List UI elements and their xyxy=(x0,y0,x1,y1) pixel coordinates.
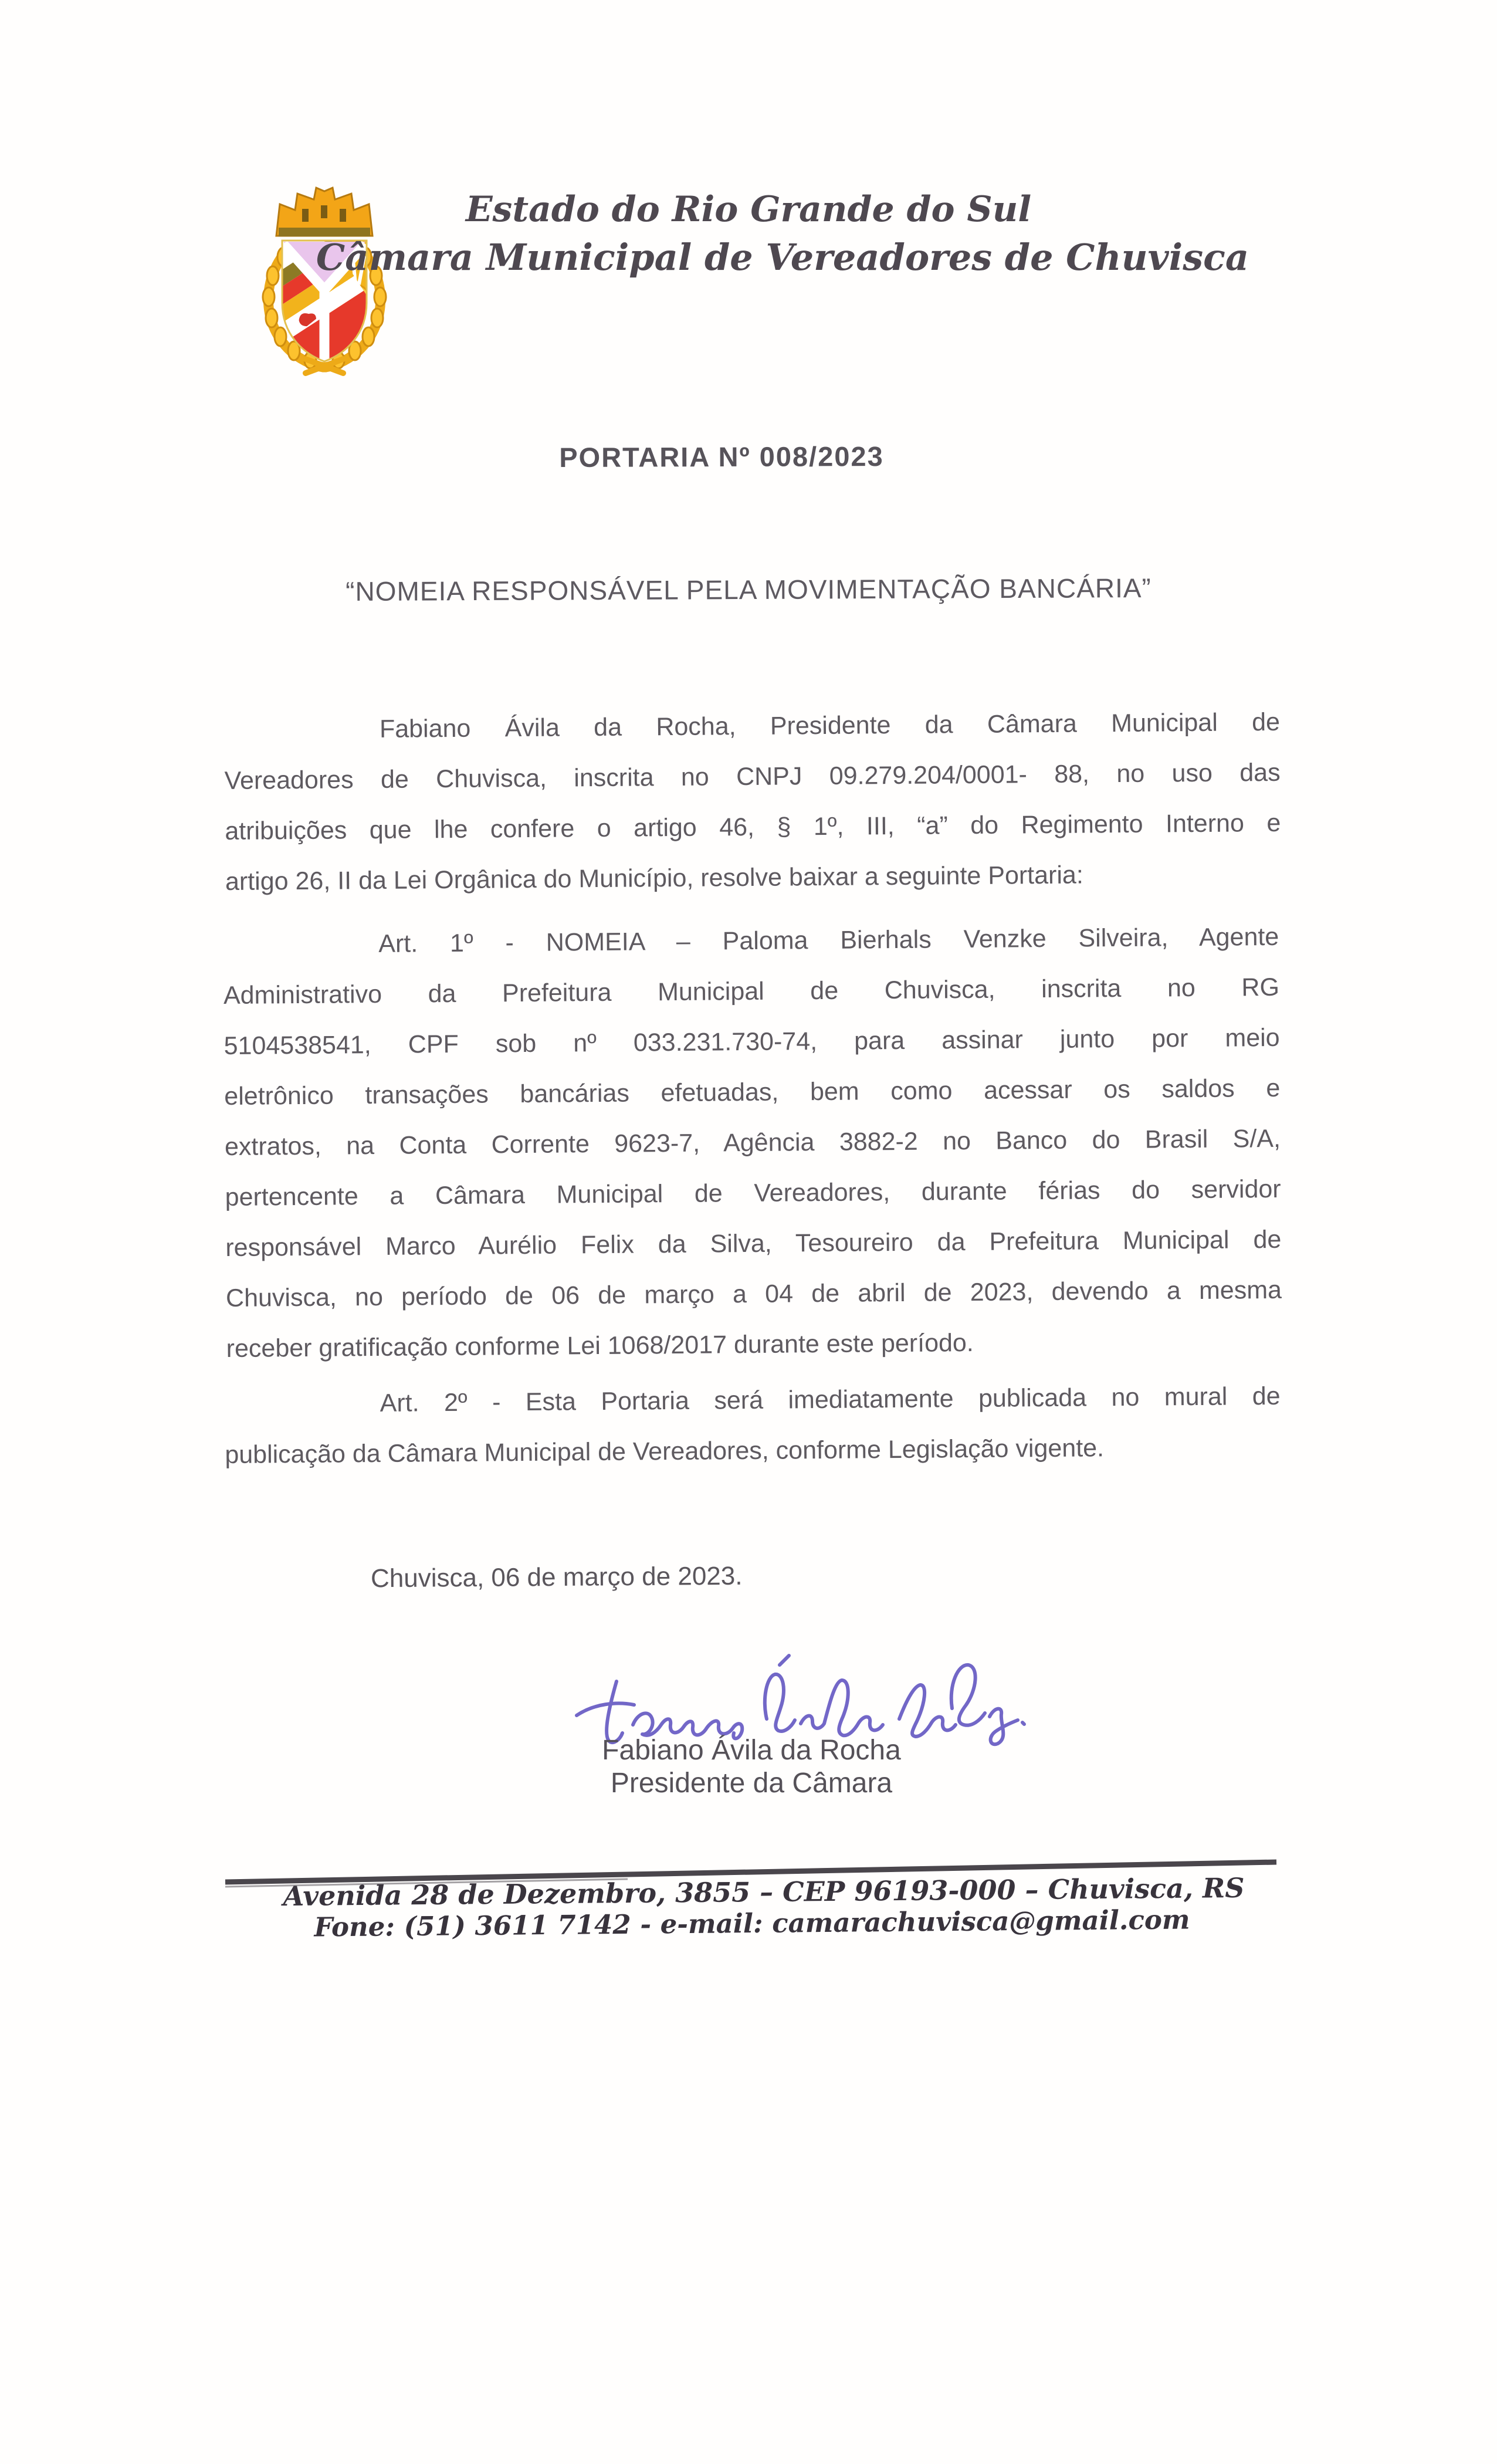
body-line: 5104538541, CPF sob nº 033.231.730-74, para assinar junto por meio xyxy=(223,1023,1280,1061)
header-org-line: Câmara Municipal de Vereadores de Chuvisca xyxy=(316,236,1249,279)
paragraph-article-2 xyxy=(224,1371,1281,1480)
body-line: Art. 2º - Esta Portaria será imediatamente publicada no mural de xyxy=(380,1382,1281,1417)
body-line: Fabiano Ávila da Rocha, Presidente da Câmara Municipal de xyxy=(379,708,1281,743)
signatory-name: Fabiano Ávila da Rocha xyxy=(602,1735,901,1766)
paragraph-article-1 xyxy=(223,912,1282,1374)
body-line: receber gratificação conforme Lei 1068/2017 durante este período. xyxy=(226,1328,974,1363)
document-title: PORTARIA Nº 008/2023 xyxy=(559,441,884,473)
document-subject: “NOMEIA RESPONSÁVEL PELA MOVIMENTAÇÃO BANCÁRIA” xyxy=(346,573,1151,607)
body-line: Vereadores de Chuvisca, inscrita no CNPJ 09.279.204/0001- 88, no uso das xyxy=(224,758,1281,796)
body-line: publicação da Câmara Municipal de Vereadores, conforme Legislação vigente. xyxy=(225,1434,1105,1469)
body-line: eletrônico transações bancárias efetuadas, bem como acessar os saldos e xyxy=(224,1074,1281,1111)
paragraph-preamble xyxy=(224,697,1282,907)
body-line: responsável Marco Aurélio Felix da Silva, Tesoureiro da Prefeitura Municipal de xyxy=(225,1225,1282,1262)
body-line: atribuições que lhe confere o artigo 46, § 1º, III, “a” do Regimento Interno e xyxy=(225,808,1281,845)
body-line: extratos, na Conta Corrente 9623-7, Agência 3882-2 no Banco do Brasil S/A, xyxy=(224,1124,1281,1161)
body-line: pertencente a Câmara Municipal de Vereadores, durante férias do servidor xyxy=(225,1175,1281,1211)
footer-address: Avenida 28 de Dezembro, 3855 – CEP 96193-000 – Chuvisca, RS xyxy=(283,1871,1245,1913)
body-line: Chuvisca, no período de 06 de março a 04 de abril de 2023, devendo a mesma xyxy=(225,1275,1282,1312)
body-line: artigo 26, II da Lei Orgânica do Município, resolve baixar a seguinte Portaria: xyxy=(225,861,1083,896)
dateline: Chuvisca, 06 de março de 2023. xyxy=(370,1561,743,1593)
body-line: Art. 1º - NOMEIA – Paloma Bierhals Venzke Silveira, Agente xyxy=(378,922,1279,958)
header-state-line: Estado do Rio Grande do Sul xyxy=(465,189,1032,230)
footer-contact: Fone: (51) 3611 7142 - e-mail: camarachuvisca@gmail.com xyxy=(314,1904,1190,1943)
body-line: Administrativo da Prefeitura Municipal de Chuvisca, inscrita no RG xyxy=(223,973,1280,1010)
signatory-role: Presidente da Câmara xyxy=(610,1768,893,1799)
